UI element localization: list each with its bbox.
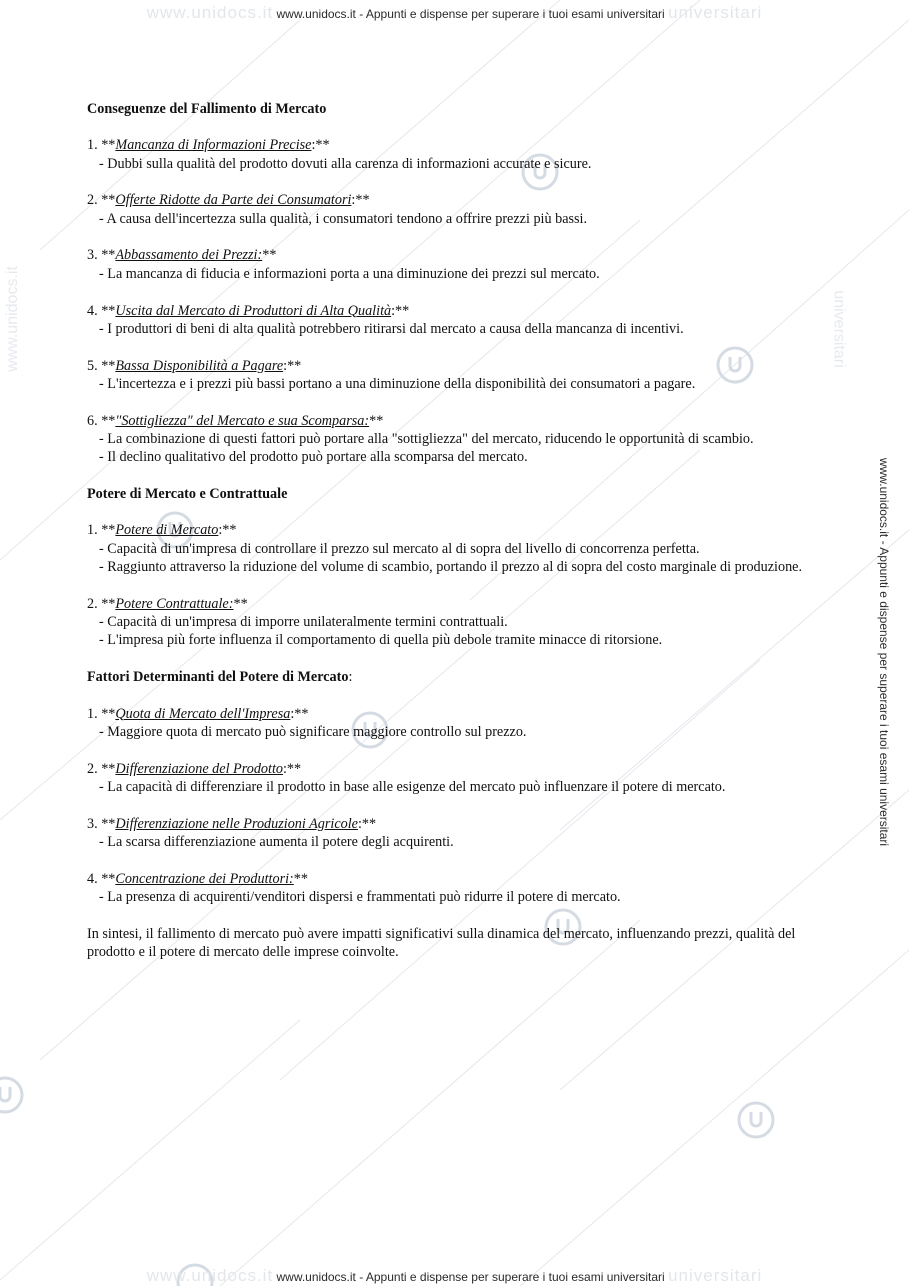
item-detail: - L'incertezza e i prezzi più bassi portano a una diminuzione della disponibilità dei consumatori a pagare. xyxy=(99,375,696,392)
item-detail: - Dubbi sulla qualità del prodotto dovuti alla carenza di informazioni accurate e sicure. xyxy=(99,155,592,172)
section-heading-text: Potere di Mercato e Contrattuale xyxy=(87,486,288,503)
item-title xyxy=(87,595,822,613)
list-item xyxy=(87,136,822,173)
top-banner-ghost-left: www.unidocs.it xyxy=(146,3,274,22)
item-title xyxy=(87,760,822,778)
bottom-banner xyxy=(0,1266,909,1286)
item-title-suffix: :** xyxy=(218,522,237,539)
item-number: 4. ** xyxy=(87,870,116,887)
item-number: 2. ** xyxy=(87,192,116,209)
item-number: 3. ** xyxy=(87,247,116,264)
item-title-text: Quota di Mercato dell'Impresa xyxy=(115,705,291,722)
item-number: 6. ** xyxy=(87,412,116,429)
item-title xyxy=(87,412,822,430)
bottom-banner-ghost-right: universitari xyxy=(668,1266,763,1285)
list-item xyxy=(87,302,822,339)
item-number: 1. ** xyxy=(87,522,116,539)
item-title xyxy=(87,870,822,888)
item-title-text: Concentrazione dei Produttori: xyxy=(115,870,294,887)
item-title-suffix: :** xyxy=(357,815,377,832)
section-heading-text: Fattori Determinanti del Potere di Mercato xyxy=(87,669,349,686)
item-detail: - L'impresa più forte influenza il comportamento di quella più debole tramite minacce di ritorsione. xyxy=(99,632,663,649)
unidocs-logo-icon xyxy=(0,1078,22,1112)
item-title-suffix: ** xyxy=(262,247,277,264)
right-side-watermark: www.unidocs.it - Appunti e dispense per superare i tuoi esami universitari xyxy=(877,457,892,847)
item-title xyxy=(87,357,822,375)
section-heading-suffix: : xyxy=(348,669,353,686)
item-title-suffix: :** xyxy=(351,192,370,209)
item-title-suffix: :** xyxy=(283,357,302,374)
item-detail: - La capacità di differenziare il prodotto in base alle esigenze del mercato può influenzare il potere di mercato. xyxy=(99,778,726,795)
top-banner-text: www.unidocs.it - Appunti e dispense per superare i tuoi esami universitari xyxy=(276,7,665,21)
item-detail: - La mancanza di fiducia e informazioni porta a una diminuzione dei prezzi sul mercato. xyxy=(99,265,600,282)
item-number: 4. ** xyxy=(87,302,116,319)
list-item xyxy=(87,705,822,742)
list-item xyxy=(87,760,822,797)
item-title xyxy=(87,136,822,154)
item-title-suffix: :** xyxy=(290,705,309,722)
item-title-suffix: ** xyxy=(233,595,248,612)
document-body xyxy=(87,100,822,962)
item-number: 1. ** xyxy=(87,705,116,722)
item-detail: - Raggiunto attraverso la riduzione del volume di scambio, portando il prezzo al di sopra del costo marginale di produzione. xyxy=(99,559,803,576)
top-banner-ghost-right: universitari xyxy=(668,3,763,22)
item-title-text: "Sottigliezza" del Mercato e sua Scomparsa: xyxy=(115,412,370,429)
item-title-text: Differenziazione nelle Produzioni Agricole xyxy=(115,815,358,832)
item-number: 5. ** xyxy=(87,357,116,374)
list-item xyxy=(87,870,822,907)
item-title xyxy=(87,302,822,320)
list-item xyxy=(87,521,822,576)
bottom-banner-ghost-left: www.unidocs.it xyxy=(146,1266,274,1285)
item-detail: - A causa dell'incertezza sulla qualità, i consumatori tendono a offrire prezzi più bassi. xyxy=(99,210,588,227)
item-title-text: Abbassamento dei Prezzi: xyxy=(115,247,263,264)
list-item xyxy=(87,595,822,650)
item-detail: - Il declino qualitativo del prodotto può portare alla scomparsa del mercato. xyxy=(99,449,528,466)
item-title xyxy=(87,815,822,833)
bottom-banner-text: www.unidocs.it - Appunti e dispense per superare i tuoi esami universitari xyxy=(276,1270,665,1284)
item-title-text: Differenziazione del Prodotto xyxy=(115,760,283,777)
section-heading xyxy=(87,100,822,118)
item-title xyxy=(87,246,822,264)
item-detail: - Capacità di un'impresa di controllare il prezzo sul mercato al di sopra del livello di concorrenza perfetta. xyxy=(99,540,700,557)
top-banner xyxy=(0,3,909,23)
item-detail: - Capacità di un'impresa di imporre unilateralmente termini contrattuali. xyxy=(99,614,508,631)
item-number: 2. ** xyxy=(87,760,116,777)
item-title-suffix: :** xyxy=(282,760,302,777)
item-title-text: Potere di Mercato xyxy=(115,522,219,539)
item-title xyxy=(87,521,822,539)
item-title-text: Mancanza di Informazioni Precise xyxy=(115,137,312,154)
item-number: 2. ** xyxy=(87,595,116,612)
conclusion-paragraph: In sintesi, il fallimento di mercato può avere impatti significativi sulla dinamica del mercato, influenzando prezzi, qualità del prodotto e il potere di mercato delle imprese coinvolte. xyxy=(87,925,796,961)
section-heading xyxy=(87,668,822,686)
item-detail: - Maggiore quota di mercato può significare maggiore controllo sul prezzo. xyxy=(99,723,527,740)
item-title-suffix: ** xyxy=(369,412,384,429)
item-title-text: Offerte Ridotte da Parte dei Consumatori xyxy=(115,192,352,209)
item-number: 3. ** xyxy=(87,815,116,832)
item-detail: - La presenza di acquirenti/venditori dispersi e frammentati può ridurre il potere di mercato. xyxy=(99,889,621,906)
item-title-suffix: :** xyxy=(311,137,330,154)
item-title-suffix: :** xyxy=(391,302,410,319)
section-heading-text: Conseguenze del Fallimento di Mercato xyxy=(87,101,327,117)
section-heading xyxy=(87,485,822,503)
item-title-suffix: ** xyxy=(293,870,308,887)
list-item xyxy=(87,246,822,283)
item-detail: - La combinazione di questi fattori può portare alla "sottigliezza" del mercato, riducendo le opportunità di scambio. xyxy=(99,431,754,448)
item-title xyxy=(87,705,822,723)
list-item xyxy=(87,815,822,852)
item-title xyxy=(87,191,822,209)
item-title-text: Bassa Disponibilità a Pagare xyxy=(115,357,284,374)
list-item xyxy=(87,357,822,394)
list-item xyxy=(87,191,822,228)
item-title-text: Uscita dal Mercato di Produttori di Alta Qualità xyxy=(115,302,392,319)
item-number: 1. ** xyxy=(87,137,116,154)
list-item xyxy=(87,412,822,467)
item-title-text: Potere Contrattuale: xyxy=(115,595,234,612)
item-detail: - La scarsa differenziazione aumenta il potere degli acquirenti. xyxy=(99,834,454,851)
item-detail: - I produttori di beni di alta qualità potrebbero ritirarsi dal mercato a causa della mancanza di incentivi. xyxy=(99,320,684,337)
left-faint-watermark: www.unidocs.it xyxy=(3,266,21,372)
right-faint-watermark: universitari xyxy=(830,290,848,368)
unidocs-logo-icon xyxy=(178,1265,212,1286)
unidocs-logo-icon xyxy=(739,1103,773,1137)
